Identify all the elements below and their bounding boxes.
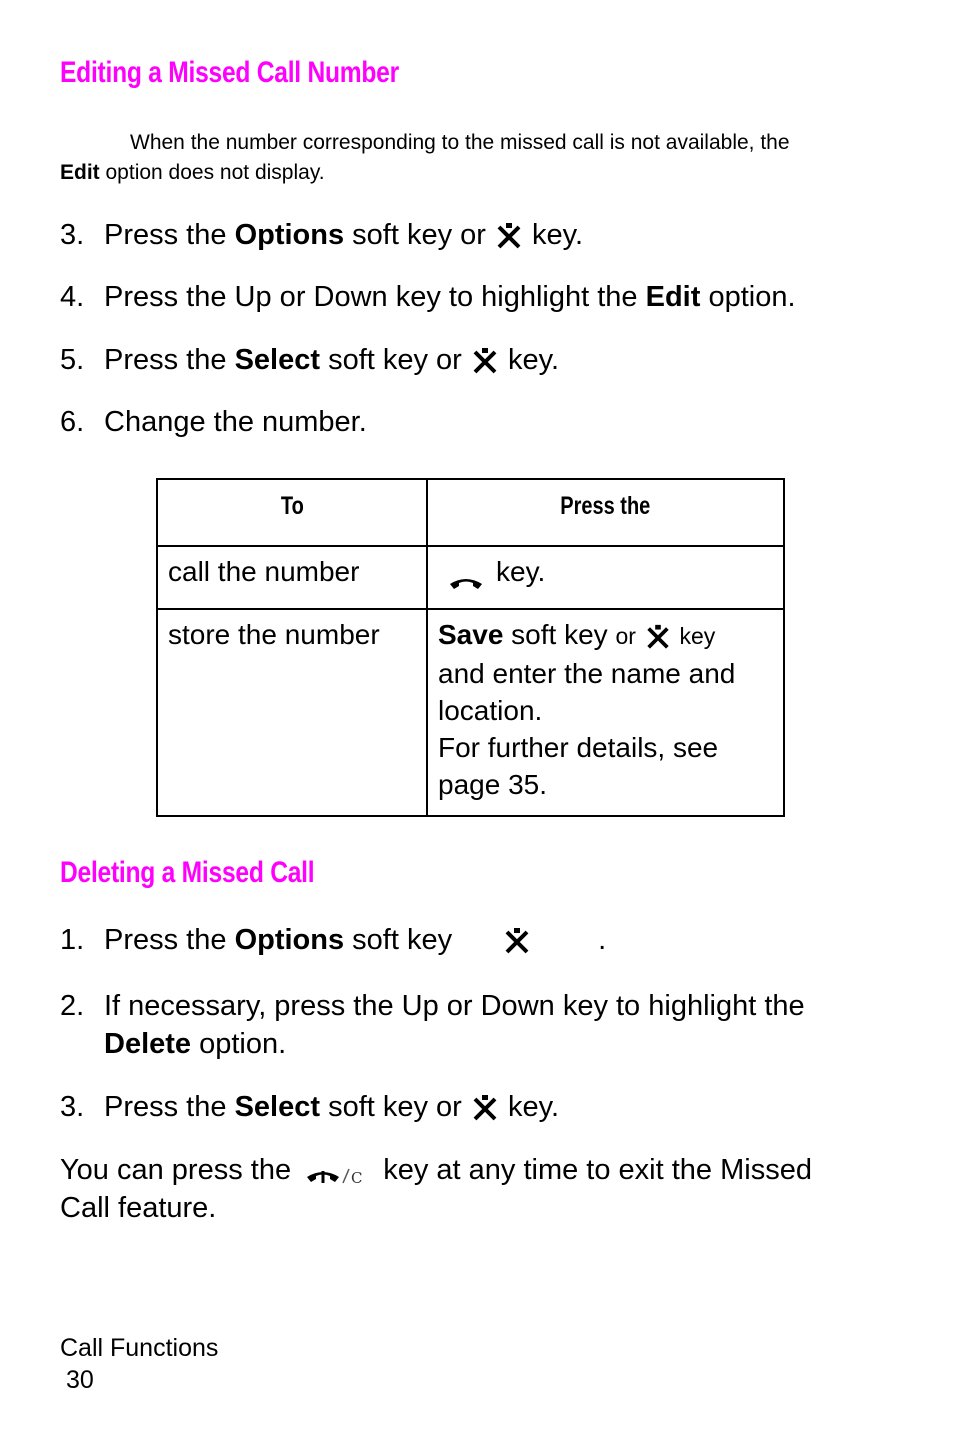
para-text: Call feature. xyxy=(60,1192,217,1224)
step-bold: Delete xyxy=(104,1028,192,1060)
step-number: 3. xyxy=(60,1091,85,1123)
cell-text: call the number xyxy=(168,556,360,587)
table-row xyxy=(157,609,784,816)
step-text: Press the xyxy=(104,344,235,376)
step-bold: Edit xyxy=(645,281,701,313)
page-number: 30 xyxy=(66,1366,94,1394)
step-text: key. xyxy=(499,344,559,376)
step-number: 6. xyxy=(60,406,85,438)
note-rest: option does not display. xyxy=(99,161,325,184)
step-4-highlight-edit xyxy=(60,279,796,315)
step-text: Press the xyxy=(104,924,235,956)
table-cell-press xyxy=(427,609,784,816)
table-header-row xyxy=(157,479,784,546)
step-text: key. xyxy=(499,1091,559,1123)
table-header-press xyxy=(427,479,784,546)
step-2-highlight-delete xyxy=(60,987,920,1063)
step-bold: Select xyxy=(234,1091,321,1123)
step-text: option. xyxy=(191,1028,287,1060)
key-action-table xyxy=(156,478,785,817)
step-bold: Select xyxy=(234,344,321,376)
step-text: Press the Up or Down key to highlight the xyxy=(104,281,646,313)
step-text: key. xyxy=(524,219,584,251)
svg-text:C: C xyxy=(351,1169,363,1188)
step-text: soft key or xyxy=(344,219,494,251)
note-line-2 xyxy=(60,158,900,188)
step-3-select xyxy=(60,1089,559,1125)
step-text: Press the xyxy=(104,219,235,251)
step-text: option. xyxy=(700,281,796,313)
nav-key-icon xyxy=(470,1093,500,1123)
nav-key-icon xyxy=(470,346,500,376)
note-paragraph xyxy=(60,128,900,188)
step-text: soft key or xyxy=(320,344,470,376)
nav-key-icon xyxy=(502,926,532,956)
table-row xyxy=(157,546,784,609)
step-text: Press the xyxy=(104,1091,235,1123)
step-bold: Options xyxy=(234,924,345,956)
step-text: If necessary, press the Up or Down key to highlight the xyxy=(104,990,805,1022)
step-number: 4. xyxy=(60,281,85,313)
step-number: 3. xyxy=(60,219,85,251)
table-header-to xyxy=(157,479,427,546)
header-text: Press the xyxy=(560,492,651,520)
cell-text: key. xyxy=(496,556,546,587)
step-number: 5. xyxy=(60,344,85,376)
footer-chapter: Call Functions xyxy=(60,1334,219,1362)
step-1-options xyxy=(60,922,606,958)
para-text: key at any time to exit the Missed xyxy=(375,1154,812,1186)
cell-text: For further details, see page 35. xyxy=(438,732,719,800)
exit-instructions xyxy=(60,1151,920,1227)
step-6-change-number xyxy=(60,404,367,440)
header-text: To xyxy=(280,492,304,520)
step-number: 2. xyxy=(60,990,85,1022)
end-clear-key-icon xyxy=(305,1159,367,1188)
footer xyxy=(60,1332,218,1396)
section-heading-deleting: Deleting a Missed Call xyxy=(60,856,315,889)
send-key-icon xyxy=(448,564,484,584)
cell-content xyxy=(428,547,783,602)
para-text: You can press the xyxy=(60,1154,300,1186)
step-number: 1. xyxy=(60,924,85,956)
nav-key-icon xyxy=(494,221,524,251)
cell-bold: Save xyxy=(438,619,504,650)
step-bold: Options xyxy=(234,219,345,251)
step-3-options xyxy=(60,217,583,253)
step-text: soft key xyxy=(344,924,453,956)
step-text: soft key or xyxy=(320,1091,470,1123)
cell-content xyxy=(428,610,783,815)
table-cell-to xyxy=(157,609,427,816)
table-cell-press xyxy=(427,546,784,609)
note-line-1: When the number corresponding to the missed call is not available, the xyxy=(130,131,790,154)
cell-text: and enter the name and location. xyxy=(438,658,736,726)
cell-text: soft key xyxy=(503,619,616,650)
section-heading-editing: Editing a Missed Call Number xyxy=(60,56,399,89)
note-bold: Edit xyxy=(60,161,100,184)
step-text: Change the number. xyxy=(104,406,367,438)
nav-key-icon xyxy=(644,623,672,651)
cell-text: key xyxy=(679,623,716,649)
step-5-select xyxy=(60,342,559,378)
step-text: . xyxy=(598,924,607,956)
cell-text: store the number xyxy=(168,619,380,650)
cell-text: or xyxy=(615,623,636,649)
table-cell-to xyxy=(157,546,427,609)
